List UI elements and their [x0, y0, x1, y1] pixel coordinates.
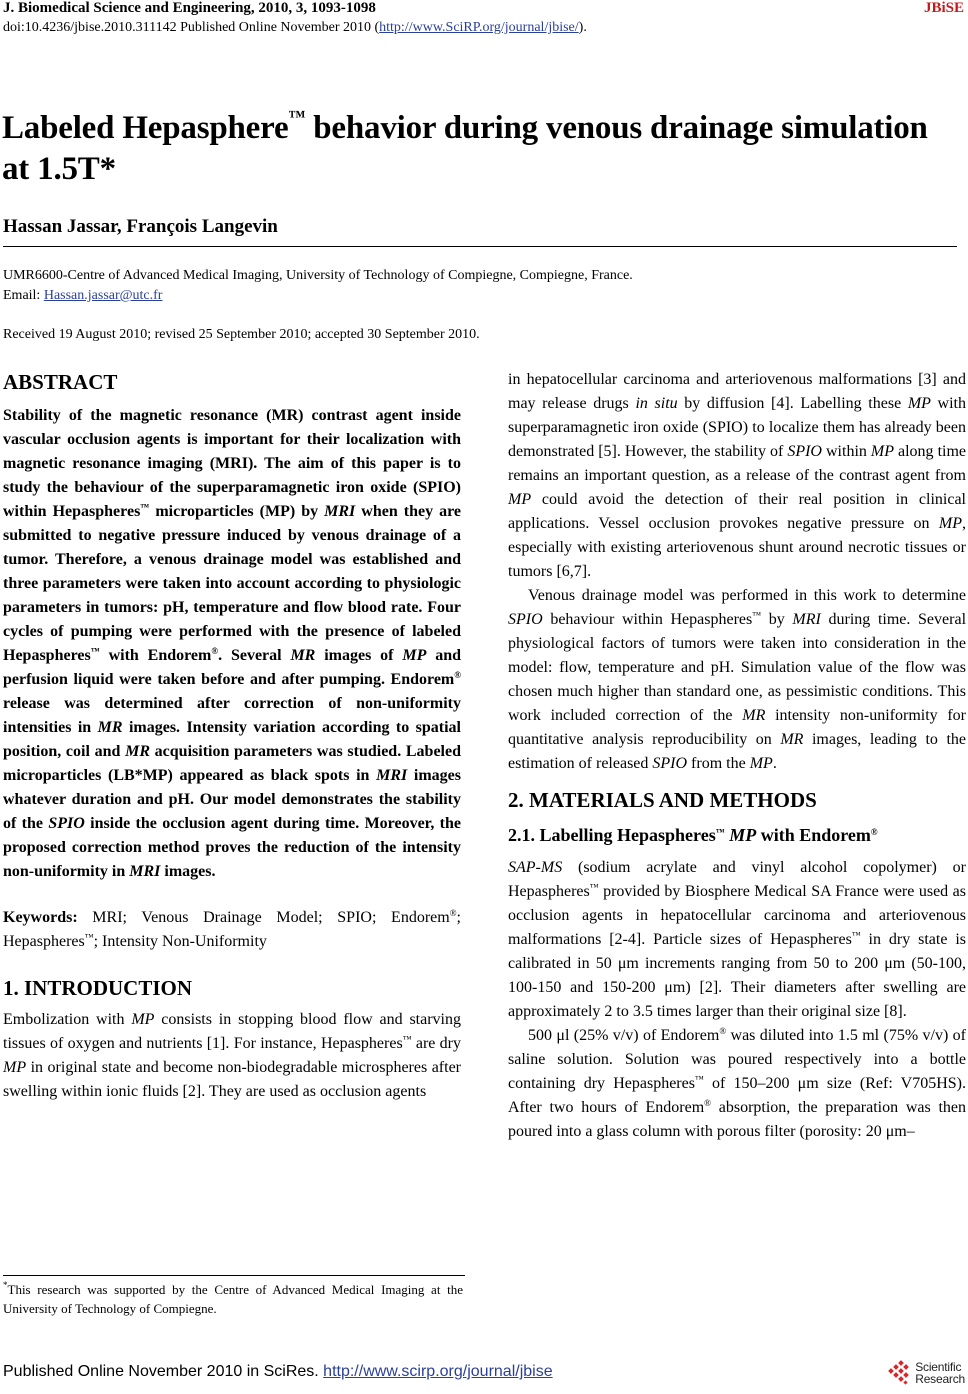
- italic-term: MR: [290, 647, 316, 664]
- paper-title: [2, 108, 952, 190]
- email-link[interactable]: Hassan.jassar@utc.fr: [43, 288, 163, 303]
- text-run: with Endorem: [756, 825, 871, 845]
- text-run: images of: [315, 647, 403, 664]
- italic-term: MP: [508, 491, 532, 508]
- text-run: images, leading to the estimation of released: [508, 731, 966, 772]
- italic-term: MR: [742, 707, 766, 724]
- left-column: [3, 368, 461, 1104]
- authors: Hassan Jassar, François Langevin: [3, 216, 278, 237]
- text-run: images. Intensity variation according to spatial position, coil and: [3, 719, 461, 760]
- text-run: Stability of the magnetic resonance (MR) contrast agent inside vascular occlusion agents is important for their localization with magnetic resonance imaging (MRI). The aim of this paper is to study the behaviour of the superparamagnetic iron oxide (SPIO) within Hepaspheres: [3, 407, 461, 520]
- text-run: with Endorem: [99, 647, 212, 664]
- text-run: within: [821, 443, 871, 460]
- email-line: [3, 286, 633, 306]
- affiliation-block: [3, 266, 633, 306]
- text-run: ; Intensity Non-Uniformity: [93, 933, 267, 950]
- footnote: [3, 1280, 463, 1318]
- superscript-mark: ™: [589, 882, 599, 892]
- publisher-logo: [885, 1360, 965, 1386]
- text-run: could avoid the detection of their real position in clinical applications. Vessel occlusion provokes negative pressure on: [508, 491, 966, 532]
- received-dates: Received 19 August 2010; revised 25 September 2010; accepted 30 September 2010.: [3, 327, 480, 342]
- text-run: in original state and become non-biodegradable microspheres after swelling within ionic fluids [2]. They are used as occlusion agents: [3, 1059, 461, 1100]
- italic-term: MP: [402, 647, 427, 664]
- introduction-heading: 1. INTRODUCTION: [3, 976, 193, 1000]
- trademark-mark: ™: [288, 107, 306, 126]
- text-run: This research was supported by the Centre of Advanced Medical Imaging at the University of Technology of Compiegne.: [3, 1282, 463, 1316]
- text-run: Embolization with: [3, 1011, 132, 1028]
- superscript-mark: ®: [211, 646, 219, 656]
- text-run: by: [761, 611, 793, 628]
- keywords: [3, 906, 461, 954]
- italic-term: MP: [938, 515, 962, 532]
- title-text-rest: behavior during venous drainage simulation at 1.5T*: [2, 110, 928, 187]
- text-run: absorption, the preparation was then poured into a glass column with porous filter (porosity: 20 μm–: [508, 1099, 966, 1140]
- logo-line-1: Scientific: [915, 1360, 962, 1374]
- scientific-research-logo-icon: [885, 1360, 913, 1386]
- text-run: Venous drainage model was performed in this work to determine: [528, 587, 966, 604]
- text-run: images whatever duration and pH. Our model demonstrates the stability of the: [3, 767, 461, 832]
- superscript-mark: ™: [694, 1074, 704, 1084]
- italic-term: MR: [97, 719, 123, 736]
- introduction-paragraph-2: [508, 584, 966, 776]
- logo-wordmark: [915, 1361, 965, 1385]
- text-run: acquisition parameters was studied. Labeled microparticles (LB*MP) appeared as black spots in: [3, 743, 461, 784]
- italic-term: MP: [749, 755, 773, 772]
- italic-term: SPIO: [508, 611, 543, 628]
- italic-term: MR: [125, 743, 150, 760]
- right-column: [508, 368, 966, 1144]
- text-run: ; Hepaspheres: [3, 909, 461, 950]
- superscript-mark: ™: [140, 502, 150, 512]
- superscript-mark: ®: [704, 1098, 712, 1108]
- text-run: in hepatocellular carcinoma and arteriovenous malformations [3] and may release drugs: [508, 371, 966, 412]
- superscript-mark: ®: [870, 827, 878, 837]
- text-run: inside the occlusion agent during time. Moreover, the proposed correction method proves the reduction of the intensity non-uniformity in: [3, 815, 462, 880]
- italic-term: SPIO: [787, 443, 822, 460]
- title-text: Labeled Hepasphere: [2, 110, 289, 146]
- italic-term: MRI: [129, 863, 161, 880]
- text-run: are dry: [411, 1035, 462, 1052]
- superscript-mark: ®: [719, 1026, 727, 1036]
- doi-text: doi:10.4236/jbise.2010.311142 Published Online November 2010 (: [3, 20, 380, 35]
- text-run: was diluted into 1.5 ml (75% v/v) of saline solution. Solution was poured respectively into a bottle containing dry Hepaspheres: [508, 1027, 967, 1092]
- text-run: MRI; Venous Drainage Model; SPIO; Endorem: [77, 909, 450, 926]
- italic-term: MR: [780, 731, 804, 748]
- text-run: images.: [160, 863, 216, 880]
- text-run: . Several: [218, 647, 291, 664]
- methods-paragraph-2: [508, 1024, 966, 1144]
- logo-line-2: Research: [915, 1372, 965, 1386]
- text-run: by diffusion [4]. Labelling these: [677, 395, 908, 412]
- text-run: from the: [687, 755, 750, 772]
- affiliation: UMR6600-Centre of Advanced Medical Imaging, University of Technology of Compiegne, Compiegne, France.: [3, 268, 633, 283]
- italic-term: MP: [729, 825, 757, 845]
- text-run: release was determined after correction of non-uniformity intensities in: [3, 695, 461, 736]
- doi-line: [3, 20, 587, 36]
- italic-term: MRI: [792, 611, 821, 628]
- superscript-mark: ™: [715, 827, 725, 837]
- italic-term: MP: [907, 395, 931, 412]
- text-run: with superparamagnetic iron oxide (SPIO) to localize them has already been demonstrated [5]. However, the stability of: [508, 395, 967, 460]
- methods-subheading: [508, 822, 966, 848]
- bold-label: Keywords:: [3, 909, 78, 926]
- text-run: (sodium acrylate and vinyl alcohol copolymer) or Hepaspheres: [508, 859, 966, 900]
- doi-suffix: ).: [578, 20, 587, 35]
- superscript-mark: ™: [84, 932, 94, 942]
- superscript-mark: *: [3, 1280, 8, 1290]
- footnote-divider: [3, 1275, 465, 1276]
- footer-journal-link[interactable]: http://www.scirp.org/journal/jbise: [323, 1363, 553, 1380]
- text-run: of 150–200 μm size (Ref: V705HS). After two hours of Endorem: [508, 1075, 966, 1116]
- italic-term: MP: [131, 1011, 155, 1028]
- italic-term: MRI: [324, 503, 356, 520]
- journal-url-link[interactable]: http://www.SciRP.org/journal/jbise/: [379, 20, 579, 35]
- text-run: 500 μl (25% v/v) of Endorem: [528, 1027, 720, 1044]
- superscript-mark: ™: [752, 610, 762, 620]
- text-run: provided by Biosphere Medical SA France were used as occlusion agents in hepatocellular carcinoma and arteriovenous malformations [2-4]. Particle sizes of Hepaspheres: [508, 883, 966, 948]
- email-label: Email:: [3, 288, 44, 303]
- journal-citation: J. Biomedical Science and Engineering, 2010, 3, 1093-1098: [3, 0, 376, 16]
- text-run: intensity non-uniformity for quantitative analysis reproducibility on: [508, 707, 967, 748]
- text-run: behaviour within Hepaspheres: [542, 611, 753, 628]
- abstract-heading: ABSTRACT: [3, 370, 118, 394]
- italic-term: MP: [870, 443, 894, 460]
- superscript-mark: ™: [90, 646, 100, 656]
- text-run: consists in stopping blood flow and starving tissues of oxygen and nutrients [1]. For instance, Hepaspheres: [3, 1011, 462, 1052]
- introduction-paragraph-1-cont: [508, 368, 966, 584]
- superscript-mark: ®: [449, 908, 457, 918]
- methods-heading: 2. MATERIALS AND METHODS: [508, 788, 817, 812]
- text-run: .: [772, 755, 777, 772]
- italic-term: SAP-MS: [508, 859, 563, 876]
- text-run: 2.1. Labelling Hepaspheres: [508, 825, 716, 845]
- text-run: microparticles (MP) by: [149, 503, 325, 520]
- italic-term: SPIO: [652, 755, 688, 772]
- superscript-mark: ™: [402, 1034, 412, 1044]
- introduction-paragraph-1: [3, 1008, 461, 1104]
- italic-term: MRI: [376, 767, 408, 784]
- footer-text: Published Online November 2010 in SciRes.: [3, 1363, 324, 1380]
- superscript-mark: ®: [454, 670, 461, 680]
- page-footer: [3, 1363, 553, 1381]
- italic-term: SPIO: [48, 815, 85, 832]
- methods-paragraph-1: [508, 856, 966, 1024]
- text-run: along time remains an important question, as a release of the contrast agent from: [508, 443, 966, 484]
- italic-term: in situ: [635, 395, 678, 412]
- text-run: in dry state is calibrated in 50 μm increments ranging from 50 to 200 μm (50-100, 100-150 and 150-200 μm) [2]. Their diameters after swelling are approximately 2 to 3.5 times larger than their original size [8].: [508, 931, 967, 1020]
- text-run: , especially with existing arteriovenous shunt around necrotic tissues or tumors [6,7].: [508, 515, 966, 580]
- text-run: when they are submitted to negative pressure induced by venous drainage of a tumor. Therefore, a venous drainage model was established and three parameters were taken into account according to physiologic parameters in tumors: pH, temperature and flow blood rate. Four cycles of pumping were performed with the presence of labeled Hepaspheres: [3, 503, 461, 664]
- title-divider: [3, 246, 957, 247]
- text-run: during time. Several physiological factors of tumors were taken into consideration in the model: flow, temperature and pH. Simulation value of the flow was chosen much higher than standard one, as pessimistic conditions. This work included correction of the: [508, 611, 967, 724]
- italic-term: MP: [3, 1059, 27, 1076]
- superscript-mark: ™: [851, 930, 861, 940]
- abstract-text: [3, 404, 461, 884]
- journal-abbreviation: JBiSE: [923, 0, 964, 16]
- text-run: and perfusion liquid were taken before and after pumping. Endorem: [3, 647, 461, 688]
